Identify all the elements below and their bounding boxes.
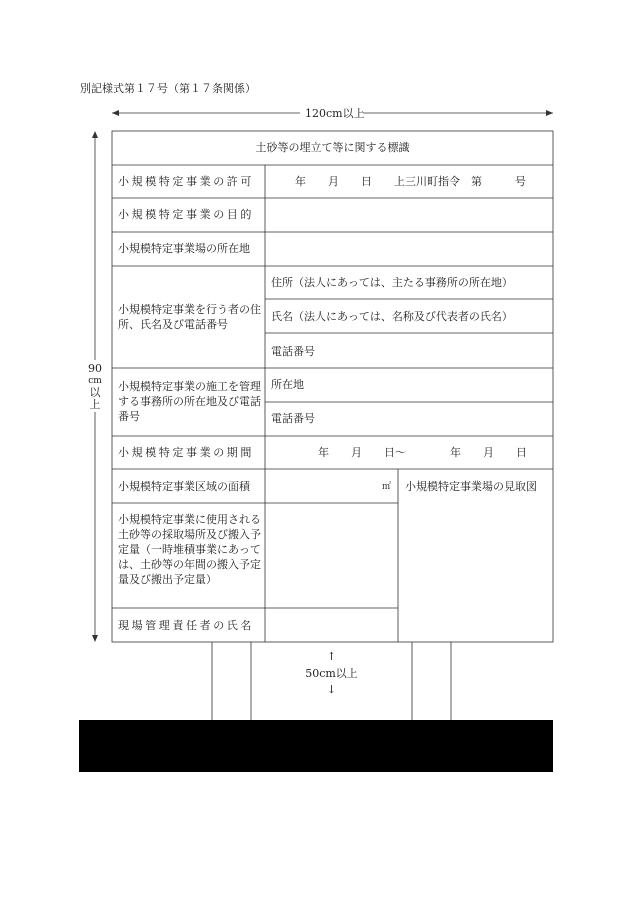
height-dimension-cm: cm — [88, 376, 102, 386]
site-label: 小規模特定事業場の所在地 — [118, 242, 250, 255]
permit-label: 小規模特定事業の許可 — [118, 175, 254, 188]
soil-label: 小規模特定事業に使用される土砂等の採取場所及び搬入予定量（一時堆積事業にあっては、土砂等の年間の搬入予定量及び搬出予定量） — [118, 513, 261, 586]
manager-address: 所在地 — [271, 378, 304, 391]
operator-label: 小規模特定事業を行う者の住所、氏名及び電話番号 — [118, 303, 261, 331]
post-dimension-label: 50cm以上 — [305, 667, 358, 680]
manager-label: 小規模特定事業の施工を管理する事務所の所在地及び電話番号 — [118, 380, 261, 423]
width-dimension-label: 120cm以上 — [305, 107, 365, 120]
purpose-label: 小規模特定事業の目的 — [118, 208, 254, 221]
height-dimension-i: 以 — [89, 386, 101, 399]
responsible-label: 現場管理責任者の氏名 — [118, 619, 254, 632]
up-arrow-icon: ↑ — [326, 650, 337, 663]
operator-name: 氏名（法人にあっては、名称及び代表者の氏名） — [271, 310, 513, 323]
map-label: 小規模特定事業場の見取図 — [405, 480, 537, 493]
manager-phone: 電話番号 — [271, 412, 315, 425]
form-label: 別記様式第１７号（第１７条関係） — [80, 82, 256, 95]
sign-title: 土砂等の埋立て等に関する標識 — [255, 141, 410, 154]
permit-value: 年 月 日 上三川町指令 第 号 — [295, 175, 526, 188]
down-arrow-icon: ↓ — [326, 683, 337, 696]
operator-address: 住所（法人にあっては、主たる事務所の所在地） — [271, 276, 513, 289]
ground — [79, 720, 553, 772]
height-dimension-jo: 上 — [89, 398, 101, 411]
height-dimension-90: 90 — [88, 362, 102, 375]
area-label: 小規模特定事業区域の面積 — [118, 480, 250, 493]
period-value: 年 月 日〜 年 月 日 — [318, 446, 527, 459]
operator-phone: 電話番号 — [271, 345, 315, 358]
period-label: 小規模特定事業の期間 — [118, 446, 254, 459]
area-unit: ㎡ — [382, 482, 392, 492]
